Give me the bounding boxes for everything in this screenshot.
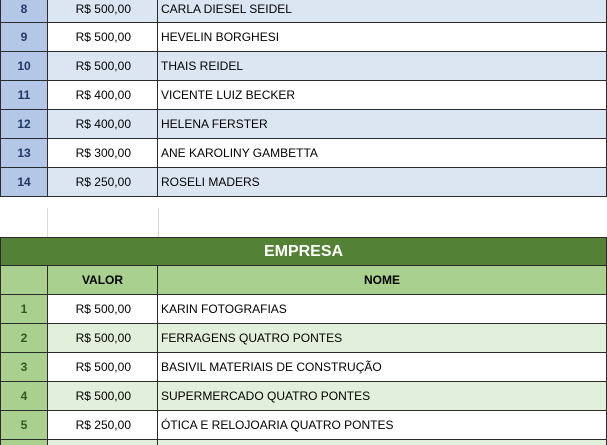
name-cell[interactable]: HELENA FERSTER	[158, 110, 607, 138]
company-table	[0, 237, 607, 445]
name-cell[interactable]: THAIS REIDEL	[158, 52, 607, 80]
value-cell[interactable]: R$ 500,00	[48, 52, 158, 80]
row-number: 5	[0, 411, 48, 439]
value-cell[interactable]: R$ 500,00	[48, 382, 158, 410]
name-cell[interactable]	[158, 440, 607, 445]
table-row-partial[interactable]	[0, 440, 607, 445]
value-cell[interactable]: R$ 500,00	[48, 23, 158, 51]
name-cell[interactable]: HEVELIN BORGHESI	[158, 23, 607, 51]
value-cell[interactable]: R$ 250,00	[48, 168, 158, 196]
name-cell[interactable]: SUPERMERCADO QUATRO PONTES	[158, 382, 607, 410]
row-number	[0, 440, 48, 445]
people-table	[0, 0, 607, 197]
value-cell[interactable]: R$ 500,00	[48, 353, 158, 381]
row-number: 2	[0, 324, 48, 352]
name-cell[interactable]: KARIN FOTOGRAFIAS	[158, 295, 607, 323]
empty-cell[interactable]	[0, 208, 48, 237]
value-cell[interactable]	[48, 440, 158, 445]
row-number: 12	[0, 110, 48, 138]
row-number: 13	[0, 139, 48, 167]
name-cell[interactable]: CARLA DIESEL SEIDEL	[158, 0, 607, 22]
value-cell[interactable]: R$ 500,00	[48, 0, 158, 22]
header-row	[0, 266, 607, 295]
row-number: 9	[0, 23, 48, 51]
empty-row[interactable]	[0, 208, 607, 237]
value-cell[interactable]: R$ 400,00	[48, 110, 158, 138]
name-cell[interactable]: BASIVIL MATERIAIS DE CONSTRUÇÃO	[158, 353, 607, 381]
row-number: 11	[0, 81, 48, 109]
table-row[interactable]	[0, 81, 607, 110]
table-row[interactable]	[0, 23, 607, 52]
row-number: 14	[0, 168, 48, 196]
value-cell[interactable]: R$ 250,00	[48, 411, 158, 439]
table-row[interactable]	[0, 324, 607, 353]
table-row[interactable]	[0, 110, 607, 139]
name-cell[interactable]: ANE KAROLINY GAMBETTA	[158, 139, 607, 167]
header-valor: VALOR	[48, 266, 158, 294]
name-cell[interactable]: ROSELI MADERS	[158, 168, 607, 196]
row-number: 8	[0, 0, 48, 22]
value-cell[interactable]: R$ 500,00	[48, 295, 158, 323]
header-nome: NOME	[158, 266, 607, 294]
value-cell[interactable]: R$ 400,00	[48, 81, 158, 109]
row-number: 4	[0, 382, 48, 410]
table-row[interactable]	[0, 353, 607, 382]
empty-cell[interactable]	[48, 208, 159, 237]
company-table-title: EMPRESA	[0, 237, 607, 266]
table-row[interactable]	[0, 0, 607, 23]
name-cell[interactable]: FERRAGENS QUATRO PONTES	[158, 324, 607, 352]
row-number: 10	[0, 52, 48, 80]
table-row[interactable]	[0, 382, 607, 411]
table-row[interactable]	[0, 411, 607, 440]
name-cell[interactable]: VICENTE LUIZ BECKER	[158, 81, 607, 109]
table-row[interactable]	[0, 52, 607, 81]
table-row[interactable]	[0, 295, 607, 324]
value-cell[interactable]: R$ 500,00	[48, 324, 158, 352]
value-cell[interactable]: R$ 300,00	[48, 139, 158, 167]
header-index-cell	[0, 266, 48, 294]
row-number: 3	[0, 353, 48, 381]
row-number: 1	[0, 295, 48, 323]
table-row[interactable]	[0, 139, 607, 168]
name-cell[interactable]: ÓTICA E RELOJOARIA QUATRO PONTES	[158, 411, 607, 439]
table-row[interactable]	[0, 168, 607, 197]
